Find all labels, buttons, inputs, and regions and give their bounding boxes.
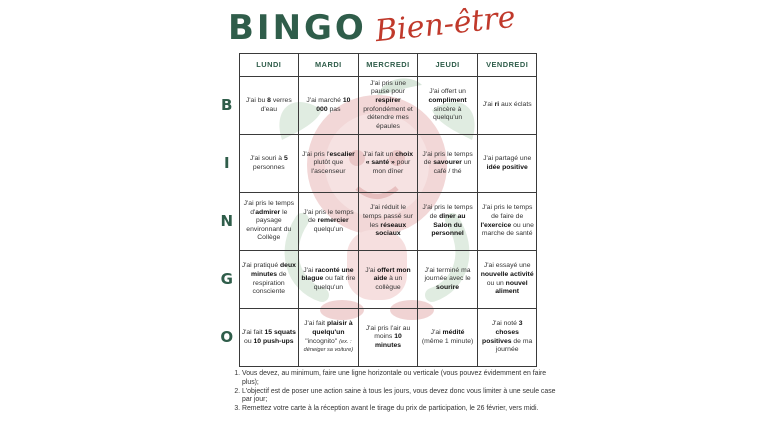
cell-text: J'ai noté bbox=[491, 320, 519, 328]
bingo-cell[interactable] bbox=[358, 77, 418, 135]
cell-text: J'ai bbox=[303, 266, 316, 274]
bingo-cell[interactable] bbox=[477, 193, 537, 251]
cell-text: (même 1 minute) bbox=[421, 337, 474, 345]
cell-text: de respiration consciente bbox=[252, 270, 287, 296]
rule-item: 2. L'objectif est de poser une action saine à tous les jours, vous devez donc vous limiter à une seule case par jour; bbox=[242, 388, 562, 406]
cell-text: sourire bbox=[436, 283, 460, 291]
cell-text: nouvelle activité bbox=[480, 270, 534, 278]
cell-text: de ma journée bbox=[495, 337, 533, 354]
rule-item: 1. Vous devez, au minimum, faire une ligne horizontale ou verticale (vous pouvez évidemment en faire plus); bbox=[242, 370, 562, 388]
cell-text: personnes bbox=[252, 163, 285, 171]
cell-text: pas bbox=[327, 105, 341, 113]
cell-text: plutôt que l'ascenseur bbox=[311, 159, 346, 175]
bingo-row bbox=[215, 135, 537, 193]
row-letter: G bbox=[220, 270, 233, 289]
cell-text: quelqu'un bbox=[313, 225, 344, 233]
cell-text: J'ai pris une pause pour bbox=[369, 79, 407, 96]
cell-text: 10 000 bbox=[316, 96, 351, 113]
cell-text: remercier bbox=[317, 217, 349, 225]
bingo-cell[interactable] bbox=[299, 309, 359, 367]
day-header: VENDREDI bbox=[477, 54, 537, 77]
title-script: Bien-être bbox=[373, 0, 518, 50]
cell-text: J'ai fait un bbox=[362, 150, 396, 158]
bingo-cell[interactable] bbox=[418, 193, 478, 251]
bingo-cell[interactable] bbox=[239, 309, 299, 367]
cell-text: 10 push-ups bbox=[253, 337, 294, 345]
bingo-row bbox=[215, 251, 537, 309]
cell-text: ou un bbox=[486, 279, 506, 287]
cell-text: un café / thé bbox=[433, 159, 472, 175]
cell-text: 15 squats bbox=[264, 328, 296, 336]
cell-text: ou fait rire quelqu'un bbox=[313, 275, 356, 291]
cell-text: J'ai réduit le temps passé sur les bbox=[363, 204, 413, 229]
bingo-cell[interactable] bbox=[239, 77, 299, 135]
row-letter: O bbox=[220, 328, 234, 347]
rule-item: 3. Remettez votre carte à la réception avant le tirage du prix de participation, le 26 février, vers midi. bbox=[242, 405, 562, 414]
cell-text: ri bbox=[494, 101, 500, 109]
bingo-cell[interactable] bbox=[477, 251, 537, 309]
bingo-row bbox=[215, 309, 537, 367]
cell-text: sincère à quelqu'un bbox=[432, 105, 463, 122]
cell-text: J'ai essayé une bbox=[483, 262, 531, 270]
bingo-cell[interactable] bbox=[358, 309, 418, 367]
cell-text: pour mon dîner bbox=[372, 159, 411, 175]
cell-text: J'ai fait bbox=[304, 320, 327, 328]
cell-text: (ex. : déneiger sa voiture) bbox=[303, 338, 354, 354]
cell-text: raconté une blague bbox=[301, 266, 354, 283]
day-header: MERCREDI bbox=[358, 54, 418, 77]
cell-text: J'ai souri à bbox=[249, 154, 284, 162]
day-header: LUNDI bbox=[239, 54, 299, 77]
cell-text: savourer bbox=[433, 159, 462, 167]
bingo-cell[interactable] bbox=[477, 135, 537, 193]
row-letter: B bbox=[221, 96, 233, 115]
bingo-cell[interactable] bbox=[299, 135, 359, 193]
cell-text: J'ai pris l'air au moins bbox=[365, 324, 411, 341]
cell-text: J'ai pris le temps de bbox=[303, 208, 354, 225]
bingo-cell[interactable] bbox=[477, 309, 537, 367]
bingo-cell[interactable] bbox=[358, 251, 418, 309]
row-letter: N bbox=[220, 212, 234, 231]
cell-text: nouvel aliment bbox=[495, 279, 528, 296]
cell-text: 5 bbox=[283, 154, 288, 162]
cell-text: J'ai fait bbox=[241, 328, 265, 336]
cell-text: aux éclats bbox=[499, 101, 532, 109]
cell-text: le paysage environnant du Collège bbox=[246, 208, 292, 242]
day-header-row bbox=[215, 54, 537, 77]
cell-text: dîner au Salon du personnel bbox=[431, 212, 466, 238]
bingo-cell[interactable] bbox=[418, 251, 478, 309]
day-header: MARDI bbox=[299, 54, 359, 77]
bingo-cell[interactable] bbox=[358, 193, 418, 251]
bingo-cell[interactable] bbox=[299, 193, 359, 251]
bingo-title bbox=[228, 0, 518, 50]
title-main: BINGO bbox=[228, 8, 367, 48]
cell-text: deux minutes bbox=[251, 262, 296, 278]
cell-text: à un collègue bbox=[375, 275, 403, 291]
cell-text: J'ai marché bbox=[306, 96, 343, 104]
cell-text: escalier bbox=[329, 150, 355, 158]
rules-list bbox=[230, 370, 562, 414]
cell-text: ou une marche de santé bbox=[481, 221, 534, 238]
cell-text: 3 choses positives bbox=[482, 320, 523, 345]
cell-text: l'exercice bbox=[480, 221, 512, 229]
bingo-grid bbox=[215, 53, 537, 367]
bingo-cell[interactable] bbox=[239, 135, 299, 193]
cell-text: J'ai bbox=[365, 266, 378, 274]
cell-text: "incognito" bbox=[305, 337, 340, 345]
cell-text: J'ai partagé une bbox=[483, 154, 532, 162]
cell-text: compliment bbox=[428, 96, 467, 104]
cell-text: 10 minutes bbox=[374, 333, 402, 349]
bingo-cell[interactable] bbox=[239, 251, 299, 309]
bingo-cell[interactable] bbox=[418, 77, 478, 135]
cell-text: J'ai pris le temps d' bbox=[243, 200, 294, 216]
cell-text: réseaux sociaux bbox=[375, 221, 407, 238]
cell-text: J'ai pris l' bbox=[301, 150, 330, 158]
cell-text: J'ai bu bbox=[245, 96, 268, 104]
cell-text: médité bbox=[442, 328, 465, 336]
bingo-cell[interactable] bbox=[299, 251, 359, 309]
bingo-cell[interactable] bbox=[418, 135, 478, 193]
cell-text: verres d'eau bbox=[260, 96, 292, 113]
bingo-cell[interactable] bbox=[299, 77, 359, 135]
bingo-row bbox=[215, 193, 537, 251]
cell-text: J'ai offert un bbox=[429, 88, 466, 96]
cell-text: J'ai terminé ma journée avec le bbox=[424, 266, 471, 283]
cell-text: profondément et détendre mes épaules bbox=[363, 105, 413, 130]
cell-text: choix « santé » bbox=[365, 150, 413, 167]
cell-text: 8 bbox=[267, 96, 271, 104]
cell-text: respirer bbox=[375, 96, 401, 104]
cell-text: J'ai pris le temps de faire de bbox=[481, 204, 533, 220]
cell-text: J'ai pratiqué bbox=[241, 262, 281, 270]
bingo-row bbox=[215, 77, 537, 135]
bingo-cell[interactable] bbox=[239, 193, 299, 251]
cell-text: J'ai pris le temps de bbox=[422, 204, 473, 220]
day-header: JEUDI bbox=[418, 54, 478, 77]
cell-text: plaisir à quelqu'un bbox=[312, 320, 353, 336]
cell-text: J'ai bbox=[430, 328, 443, 336]
cell-text: admirer bbox=[255, 208, 281, 216]
cell-text: J'ai bbox=[482, 101, 495, 109]
bingo-cell[interactable] bbox=[358, 135, 418, 193]
cell-text: J'ai pris le temps de bbox=[422, 150, 473, 167]
bingo-cell[interactable] bbox=[418, 309, 478, 367]
cell-text: idée positive bbox=[486, 163, 528, 171]
cell-text: ou bbox=[244, 337, 254, 345]
row-letter: I bbox=[223, 154, 230, 173]
cell-text: offert mon aide bbox=[373, 266, 411, 283]
bingo-cell[interactable] bbox=[477, 77, 537, 135]
grid-corner bbox=[215, 54, 239, 77]
